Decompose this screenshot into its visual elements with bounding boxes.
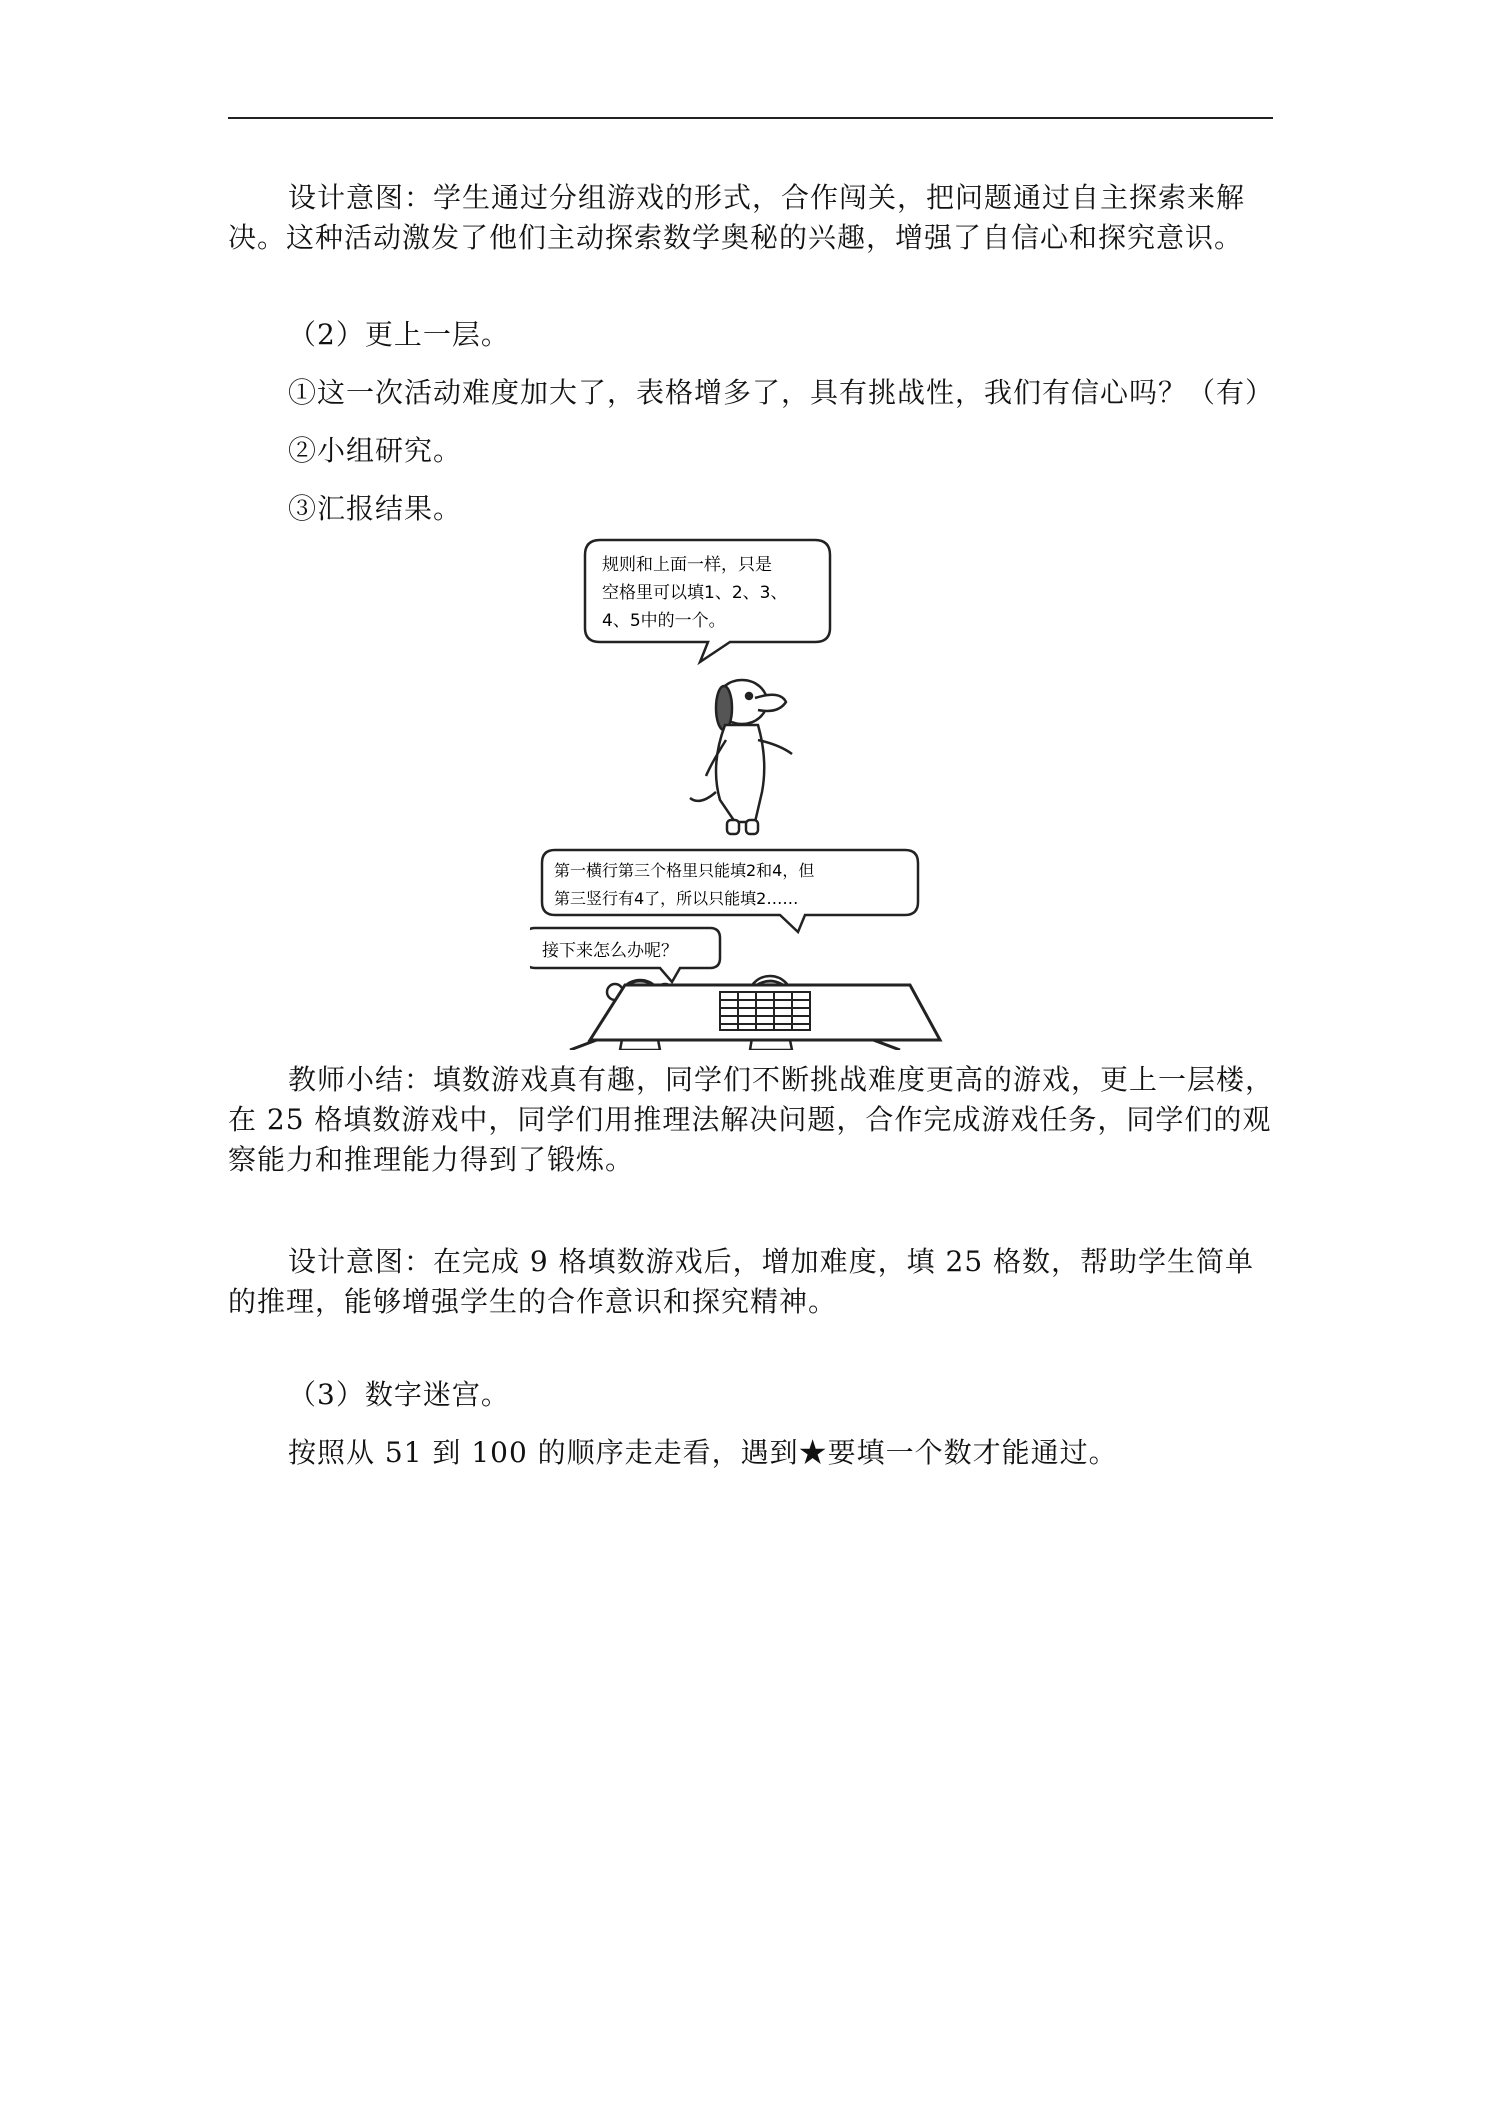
section-heading-3: （3）数字迷宫。 xyxy=(288,1378,510,1411)
bubble3-text: 接下来怎么办呢？ xyxy=(542,941,678,961)
section-heading-2: （2）更上一层。 xyxy=(288,318,510,351)
list-item-3: ③汇报结果。 xyxy=(288,492,463,525)
speech-bubble-dog xyxy=(585,540,830,662)
bubble2-line1: 第一横行第三个格里只能填2和4，但 xyxy=(554,861,815,880)
bubble1-line2: 空格里可以填1、2、3、 xyxy=(602,583,788,603)
bubble1-line3: 4、5中的一个。 xyxy=(602,611,726,631)
bubble2-line2: 第三竖行有4了，所以只能填2…… xyxy=(554,889,799,908)
paragraph-maze-instruction: 按照从 51 到 100 的顺序走走看，遇到★要填一个数才能通过。 xyxy=(288,1436,1118,1469)
list-item-1: ①这一次活动难度加大了，表格增多了，具有挑战性，我们有信心吗？（有） xyxy=(288,376,1275,409)
speech-bubble-boy xyxy=(542,850,918,932)
bubble1-line1: 规则和上面一样，只是 xyxy=(602,555,772,575)
list-item-2: ②小组研究。 xyxy=(288,434,463,467)
header-rule xyxy=(228,117,1273,119)
paragraph-teacher-summary: 教师小结：填数游戏真有趣，同学们不断挑战难度更高的游戏，更上一层楼，在 25 格填数游戏中，同学们用推理法解决问题，合作完成游戏任务，同学们的观察能力和推理能力得到了锻炼。 xyxy=(228,1063,1275,1176)
desk-illustration xyxy=(530,930,950,1050)
paragraph-design-intent-2: 设计意图：在完成 9 格填数游戏后，增加难度，填 25 格数，帮助学生简单的推理，能够增强学生的合作意识和探究精神。 xyxy=(228,1245,1255,1318)
paragraph-design-intent-1: 设计意图：学生通过分组游戏的形式，合作闯关，把问题通过自主探索来解决。这种活动激发了他们主动探索数学奥秘的兴趣，增强了自信心和探究意识。 xyxy=(228,181,1246,254)
dog-character xyxy=(690,680,792,834)
